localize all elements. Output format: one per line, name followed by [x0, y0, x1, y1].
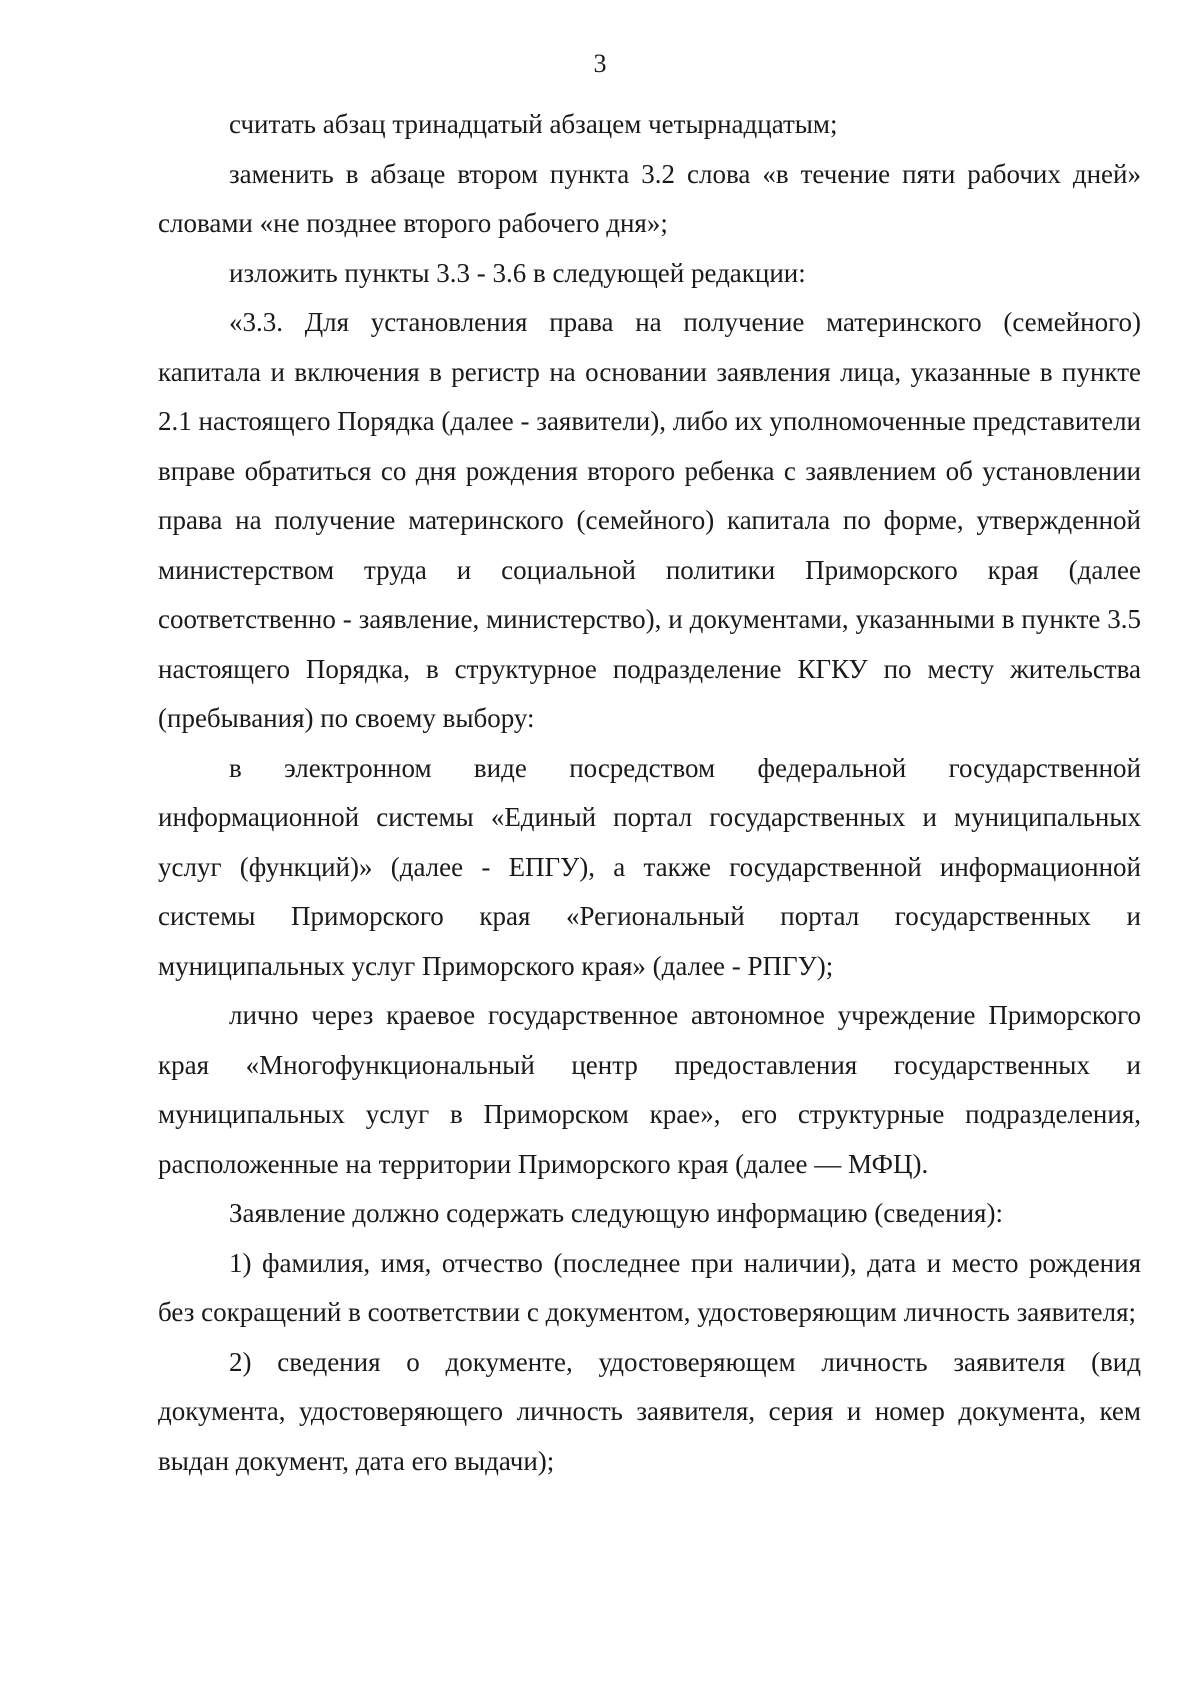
paragraph-replace-words: заменить в абзаце втором пункта 3.2 слова «в течение пяти рабочих дней» словами «не позднее второго рабочего дня»;: [158, 158, 1141, 238]
document-body: [158, 100, 1141, 1486]
list-item-1: 1) фамилия, имя, отчество (последнее при наличии), дата и место рождения без сокращений в соответствии с документом, удостоверяющим личность заявителя;: [158, 1247, 1141, 1327]
page-number: 3: [593, 49, 607, 78]
paragraph-renumber: считать абзац тринадцатый абзацем четырнадцатым;: [229, 109, 838, 139]
list-item-2: 2) сведения о документе, удостоверяющем личность заявителя (вид документа, удостоверяющего личность заявителя, серия и номер документа, кем выдан документ, дата его выдачи);: [158, 1346, 1141, 1476]
paragraph-new-edition: изложить пункты 3.3 - 3.6 в следующей редакции:: [229, 257, 806, 288]
paragraph-in-person: лично через краевое государственное автономное учреждение Приморского края «Многофункциональный центр предоставления государственных и муниципальных услуг в Приморском крае», его структурные подразделения, расположенные на территории Приморского края (далее — МФЦ).: [158, 1000, 1141, 1179]
paragraph-application-contents: Заявление должно содержать следующую информацию (сведения):: [229, 1198, 1003, 1228]
paragraph-clause-3-3: «3.3. Для установления права на получение материнского (семейного) капитала и включения в регистр на основании заявления лица, указанные в пункте 2.1 настоящего Порядка (далее - заявители), либо их уполномоченные представители вправе обратиться со дня рождения второго ребенка с заявлением об установлении права на получение материнского (семейного) капитала по форме, утвержденной министерством труда и социальной политики Приморского края (далее соответственно - заявление, министерство), и документами, указанными в пункте 3.5 настоящего Порядка, в структурное подразделение КГКУ по месту жительства (пребывания) по своему выбору:: [158, 307, 1141, 733]
paragraph-electronic-form: в электронном виде посредством федеральной государственной информационной системы «Единый портал государственных и муниципальных услуг (функций)» (далее - ЕПГУ), а также государственной информационной системы Приморского края «Региональный портал государственных и муниципальных услуг Приморского края» (далее - РПГУ);: [158, 752, 1141, 981]
